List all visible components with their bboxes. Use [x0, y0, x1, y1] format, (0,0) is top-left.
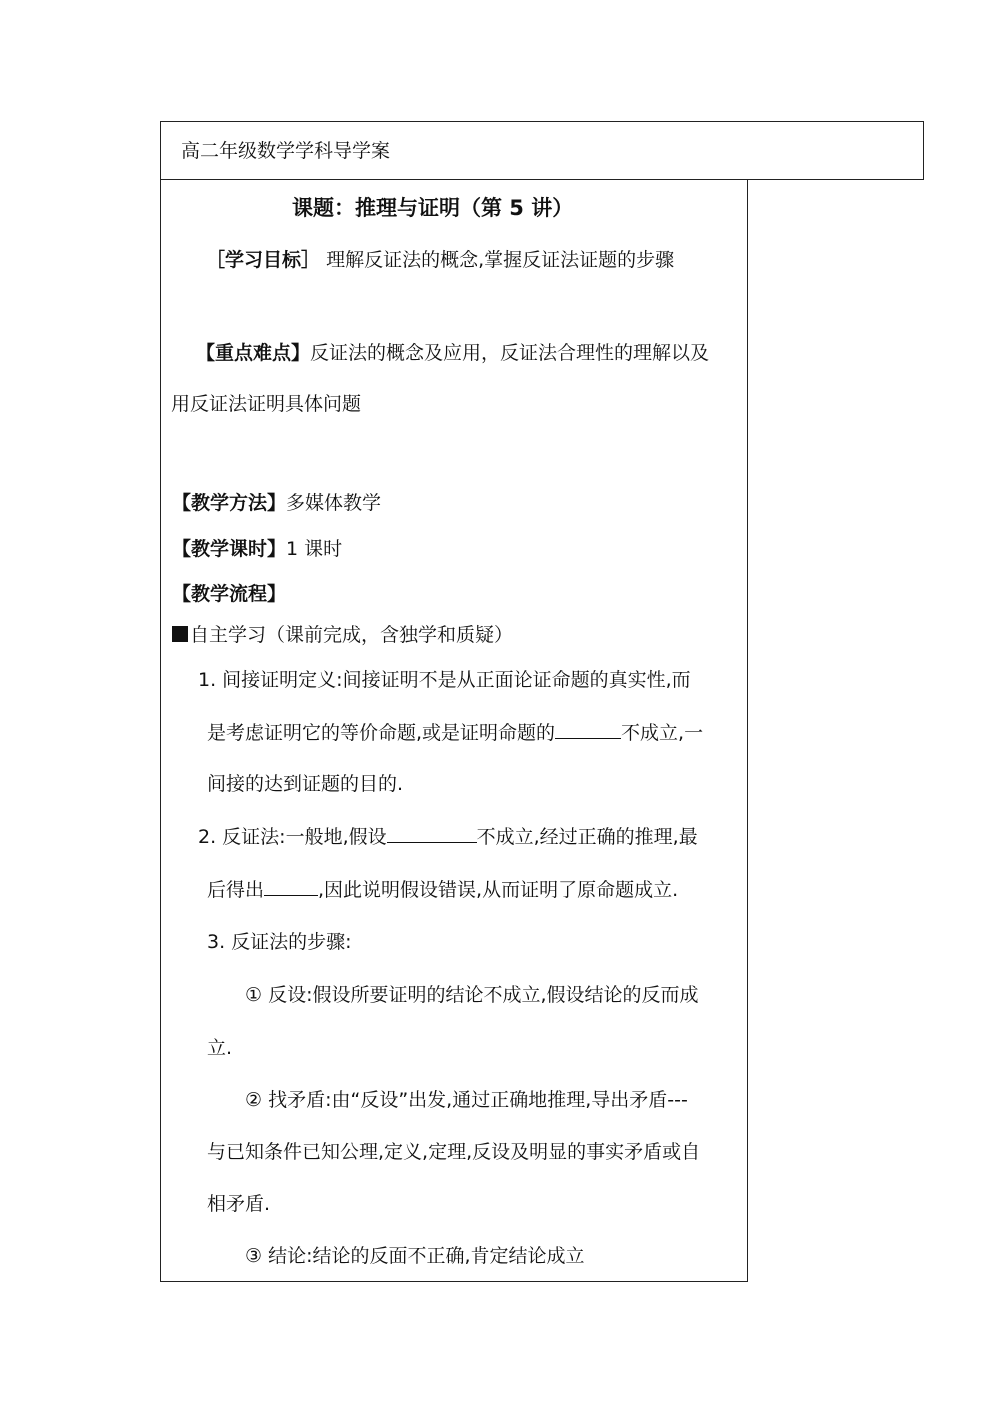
self-study-line — [172, 623, 513, 647]
flow-label: 【教学流程】 — [172, 583, 287, 605]
item2-line-a — [198, 824, 698, 849]
method-label: 【教学方法】 — [172, 492, 287, 514]
header-box — [160, 121, 924, 180]
step3-line: ③ 结论:结论的反面不正确,肯定结论成立 — [245, 1245, 585, 1267]
item1-line-a: 1. 间接证明定义:间接证明不是从正面论证命题的真实性,而 — [198, 669, 691, 691]
fill-blank-1 — [555, 720, 621, 739]
item2-line-b — [207, 877, 678, 902]
item3-line: 3. 反证法的步骤: — [207, 931, 352, 953]
keypoints-text-2: 用反证法证明具体问题 — [171, 393, 362, 415]
item2-b-post: ,因此说明假设错误,从而证明了原命题成立. — [318, 879, 679, 901]
item1-b-pre: 是考虑证明它的等价命题,或是证明命题的 — [207, 722, 556, 744]
fill-blank-3 — [264, 877, 318, 896]
keypoints-text-1: 反证法的概念及应用，反证法合理性的理解以及 — [310, 342, 710, 364]
item2-a-post: 不成立,经过正确的推理,最 — [476, 826, 698, 848]
item1-b-post: 不成立,一 — [621, 722, 704, 744]
hours-label: 【教学课时】 — [172, 538, 287, 560]
objective-line — [206, 248, 674, 272]
lesson-title: 课题：推理与证明（第 5 讲） — [292, 196, 574, 220]
step1-line-b: 立. — [207, 1037, 233, 1059]
keypoints-line-1 — [196, 341, 709, 365]
fill-blank-2 — [387, 824, 477, 843]
item1-line-c: 间接的达到证题的目的. — [207, 773, 404, 795]
hours-text: 1 课时 — [286, 538, 343, 560]
method-line — [172, 491, 381, 515]
item2-a-pre: 2. 反证法:一般地,假设 — [198, 826, 387, 848]
hours-line — [172, 537, 342, 561]
self-study-text: 自主学习（课前完成，含独学和质疑） — [190, 624, 514, 646]
step2-line-a: ② 找矛盾:由“反设”出发,通过正确地推理,导出矛盾--- — [245, 1089, 688, 1111]
header-title: 高二年级数学学科导学案 — [181, 140, 391, 162]
step1-line-a: ① 反设:假设所要证明的结论不成立,假设结论的反而成 — [245, 984, 699, 1006]
objective-text: 理解反证法的概念,掌握反证法证题的步骤 — [326, 249, 675, 271]
black-square-icon — [172, 626, 188, 642]
objective-label: ［学习目标］ — [206, 249, 321, 271]
item1-line-b — [207, 720, 703, 745]
step2-line-c: 相矛盾. — [207, 1193, 271, 1215]
item2-b-pre: 后得出 — [207, 879, 265, 901]
keypoints-label: 【重点难点】 — [196, 342, 311, 364]
step2-line-b: 与已知条件已知公理,定义,定理,反设及明显的事实矛盾或自 — [207, 1141, 701, 1163]
method-text: 多媒体教学 — [286, 492, 382, 514]
